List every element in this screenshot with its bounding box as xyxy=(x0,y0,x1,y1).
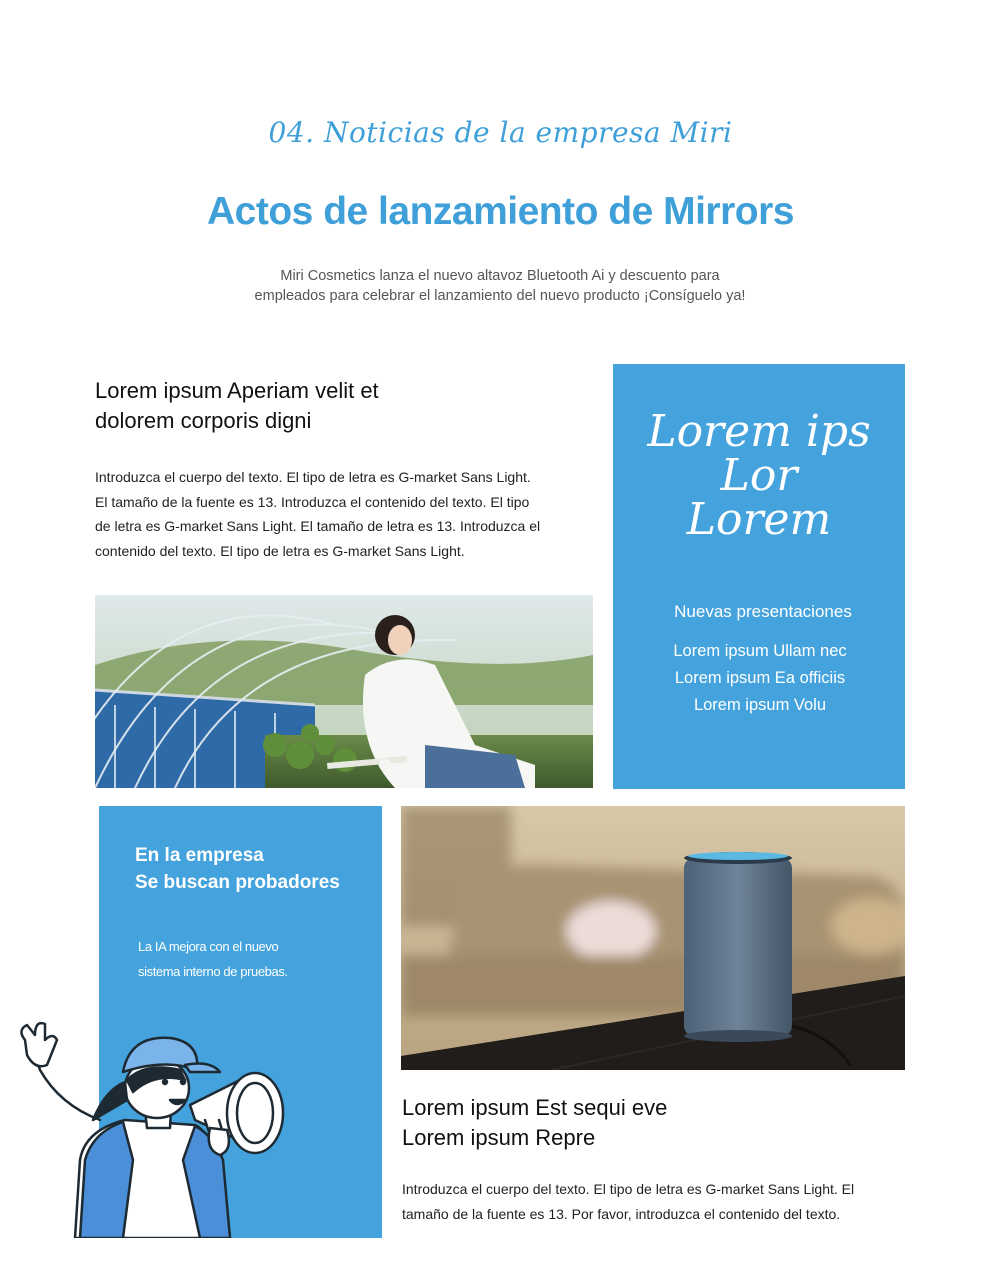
section1-body xyxy=(95,465,595,563)
section1-body-line: contenido del texto. El tipo de letra es G-market Sans Light. xyxy=(95,542,465,559)
smart-speaker-photo xyxy=(401,806,905,1070)
greenhouse-photo xyxy=(95,595,593,788)
section1-title xyxy=(95,376,575,436)
section2-title xyxy=(402,1093,902,1153)
promo-item-list xyxy=(613,638,907,719)
section-kicker: 04. Noticias de la empresa Miri xyxy=(268,116,733,149)
company-box-title-line: Se buscan probadores xyxy=(135,872,340,893)
section1-body-line: Introduzca el cuerpo del texto. El tipo de letra es G-market Sans Light. xyxy=(95,469,531,485)
section2-title-line-2: Lorem ipsum Repre xyxy=(402,1125,596,1150)
section1-title-line-1: Lorem ipsum Aperiam velit et xyxy=(95,378,379,403)
page-title: Actos de lanzamiento de Mirrors xyxy=(207,190,794,233)
company-box-title-line: En la empresa xyxy=(135,845,264,866)
section1-title-line-2: dolorem corporis digni xyxy=(95,408,312,433)
section1-body-line: de letra es G-market Sans Light. El tamaño de letra es 13. Introduzca el xyxy=(95,518,541,534)
intro-line-1: Miri Cosmetics lanza el nuevo altavoz Bluetooth Ai y descuento para xyxy=(280,268,720,284)
intro-text xyxy=(200,266,800,306)
section1-body-line: El tamaño de la fuente es 13. Introduzca el contenido del texto. El tipo xyxy=(95,493,530,510)
section2-body xyxy=(402,1177,907,1226)
promo-script-line: Lorem ips xyxy=(647,406,871,457)
megaphone-person-illustration xyxy=(5,1010,305,1238)
promo-subheading: Nuevas presentaciones xyxy=(674,602,852,621)
section2-body-line: tamaño de la fuente es 13. Por favor, introduzca el contenido del texto. xyxy=(402,1205,841,1222)
company-box-body xyxy=(138,934,368,984)
promo-panel xyxy=(613,364,905,789)
company-box-body-line: La IA mejora con el nuevo xyxy=(138,939,279,954)
promo-script-line: Lor xyxy=(720,450,798,501)
company-box-title xyxy=(135,842,380,896)
section2-title-line-1: Lorem ipsum Est sequi eve xyxy=(402,1095,668,1120)
promo-item: Lorem ipsum Volu xyxy=(693,696,827,714)
promo-script-line: Lorem xyxy=(686,494,832,545)
section2-body-line: Introduzca el cuerpo del texto. El tipo de letra es G-market Sans Light. El xyxy=(402,1181,855,1197)
promo-item: Lorem ipsum Ullam nec xyxy=(673,642,847,660)
intro-line-2: empleados para celebrar el lanzamiento del nuevo producto ¡Consíguelo ya! xyxy=(254,288,746,304)
promo-item: Lorem ipsum Ea officiis xyxy=(674,669,846,687)
promo-script-text xyxy=(613,406,905,545)
company-box-body-line: sistema interno de pruebas. xyxy=(138,964,288,979)
